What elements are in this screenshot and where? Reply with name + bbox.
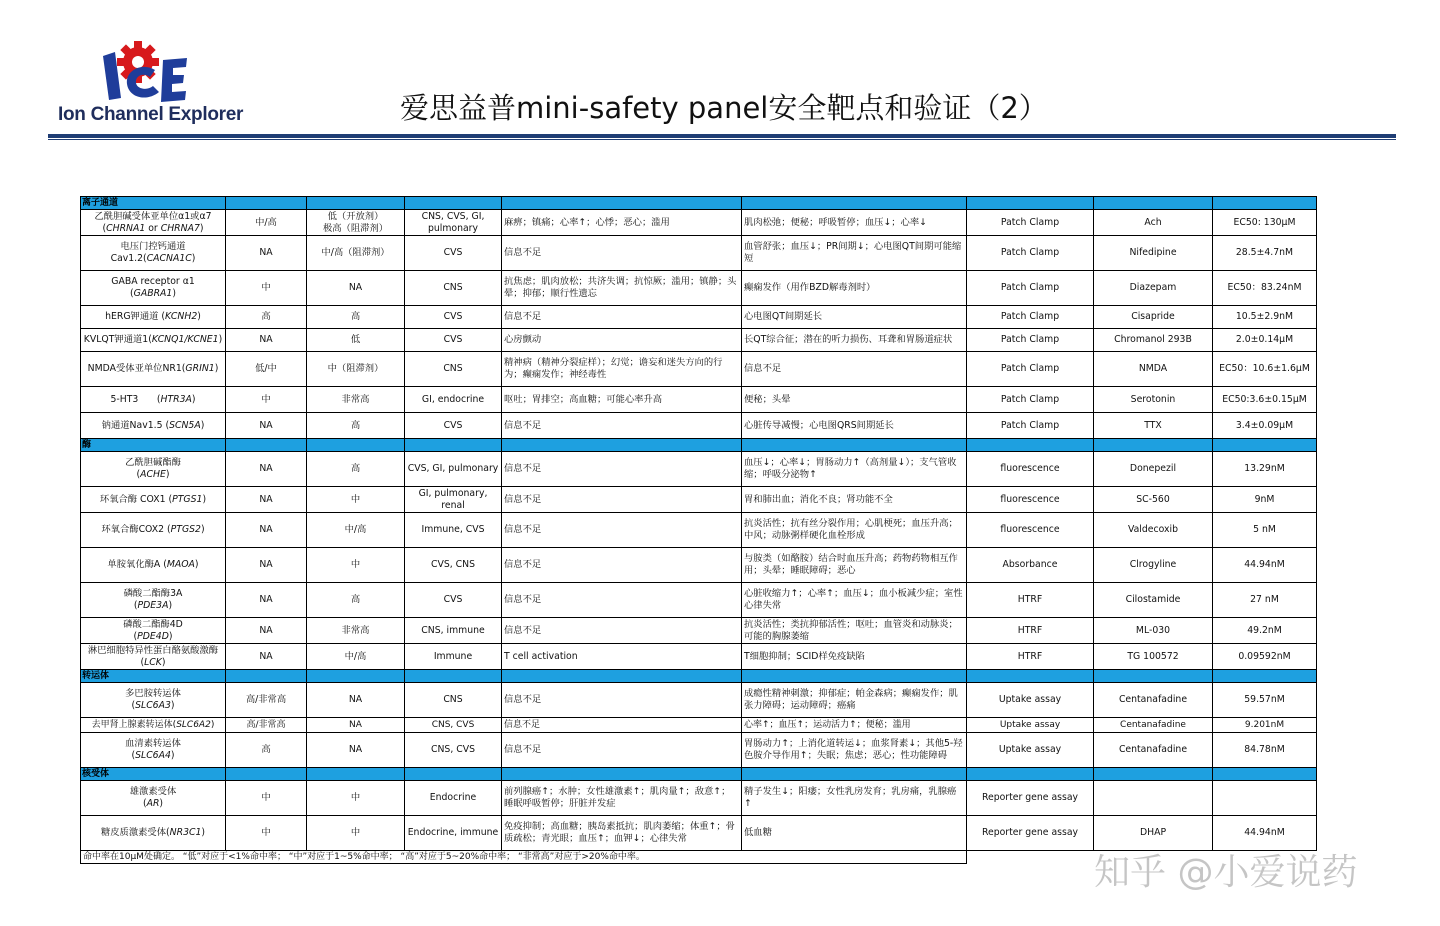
table-cell: 磷酸二酯酶3A (PDE3A): [81, 583, 226, 618]
table-cell: NA: [226, 513, 307, 548]
table-cell: 信息不足: [502, 306, 742, 329]
watermark: 知乎 @小爱说药: [1094, 852, 1358, 893]
table-cell: Cilostamide: [1094, 583, 1213, 618]
table-cell: 低血糖: [742, 816, 967, 851]
table-cell: 高/非常高: [226, 683, 307, 718]
table-cell: 中: [307, 487, 405, 513]
table-cell: 环氧合酶COX2 (PTGS2): [81, 513, 226, 548]
table-cell: Clrogyline: [1094, 548, 1213, 583]
table-cell: [967, 851, 1094, 864]
table-cell: [1094, 197, 1213, 210]
table-cell: Diazepam: [1094, 271, 1213, 306]
table-cell: 2.0±0.14μM: [1213, 329, 1317, 352]
table-cell: Ach: [1094, 210, 1213, 236]
table-cell: 中/高: [226, 210, 307, 236]
table-cell: [405, 670, 502, 683]
table-cell: [967, 768, 1094, 781]
table-cell: [742, 670, 967, 683]
table-cell: fluorescence: [967, 452, 1094, 487]
table-cell: Serotonin: [1094, 387, 1213, 413]
section-label: 核受体: [81, 768, 226, 781]
table-cell: CVS: [405, 306, 502, 329]
table-cell: EC50：83.24nM: [1213, 271, 1317, 306]
table-cell: 环氧合酶 COX1 (PTGS1): [81, 487, 226, 513]
table-cell: 中（阻滞剂）: [307, 352, 405, 387]
table-cell: 胃肠动力↑；上消化道转运↓；血浆肾素↓；其他5-羟色胺介导作用↑；失眠；焦虑；恶心；性功能障碍: [742, 733, 967, 768]
table-cell: Endocrine, immune: [405, 816, 502, 851]
table-cell: Uptake assay: [967, 733, 1094, 768]
section-label: 转运体: [81, 670, 226, 683]
table-cell: 免疫抑制；高血糖；胰岛素抵抗；肌肉萎缩；体重↑；骨质疏松；青光眼；血压↑；血钾↓；心律失常: [502, 816, 742, 851]
table-cell: Patch Clamp: [967, 387, 1094, 413]
table-cell: Uptake assay: [967, 683, 1094, 718]
table-cell: 13.29nM: [1213, 452, 1317, 487]
table-cell: 便秘；头晕: [742, 387, 967, 413]
table-row: [81, 487, 1317, 513]
table-cell: NA: [226, 413, 307, 439]
table-cell: 27 nM: [1213, 583, 1317, 618]
table-cell: 84.78nM: [1213, 733, 1317, 768]
table-cell: 中/高: [307, 644, 405, 670]
table-cell: Immune: [405, 644, 502, 670]
table-cell: 44.94nM: [1213, 816, 1317, 851]
table-row: [81, 236, 1317, 271]
table-cell: [405, 439, 502, 452]
table-cell: 低（开放剂） 极高（阻滞剂）: [307, 210, 405, 236]
page-title: 爱思益普mini-safety panel安全靶点和验证（2）: [400, 91, 1048, 125]
table-cell: 心房颤动: [502, 329, 742, 352]
table-cell: 信息不足: [502, 413, 742, 439]
table-cell: GABA receptor α1 (GABRA1): [81, 271, 226, 306]
table-cell: 中/高（阻滞剂）: [307, 236, 405, 271]
table-cell: [1213, 439, 1317, 452]
table-cell: EC50: 130μM: [1213, 210, 1317, 236]
table-cell: 糖皮质激素受体(NR3C1): [81, 816, 226, 851]
table-cell: NA: [307, 683, 405, 718]
section-row: [81, 768, 1317, 781]
table-cell: Centanafadine: [1094, 683, 1213, 718]
table-row: [81, 548, 1317, 583]
table-cell: 心电图QT间期延长: [742, 306, 967, 329]
table-cell: 淋巴细胞特异性蛋白酪氨酸激酶 (LCK): [81, 644, 226, 670]
table-cell: [1094, 670, 1213, 683]
table-cell: NA: [226, 583, 307, 618]
table-row: [81, 329, 1317, 352]
table-cell: SC-560: [1094, 487, 1213, 513]
table-cell: GI, endocrine: [405, 387, 502, 413]
table-cell: Uptake assay: [967, 718, 1094, 733]
table-cell: [307, 670, 405, 683]
table-row: [81, 452, 1317, 487]
table-cell: TG 100572: [1094, 644, 1213, 670]
table-cell: 信息不足: [502, 452, 742, 487]
table-cell: 电压门控钙通道 Cav1.2(CACNA1C): [81, 236, 226, 271]
table-cell: 信息不足: [502, 583, 742, 618]
table-cell: 精子发生↓；阳痿；女性乳房发育；乳房痛，乳腺癌↑: [742, 781, 967, 816]
table-cell: 呕吐；胃排空；高血糖；可能心率升高: [502, 387, 742, 413]
table-cell: 中: [226, 816, 307, 851]
table-cell: 高: [226, 306, 307, 329]
table-cell: 肌肉松弛；便秘；呼吸暂停；血压↓；心率↓: [742, 210, 967, 236]
table-cell: CNS, immune: [405, 618, 502, 644]
table-cell: [502, 768, 742, 781]
table-row: [81, 733, 1317, 768]
footnote: 命中率在10μM处确定。 “低”对应于<1%命中率； “中”对应于1~5%命中率； “高”对应于5~20%命中率； “非常高”对应于>20%命中率。: [81, 851, 967, 864]
table-cell: fluorescence: [967, 513, 1094, 548]
table-cell: CVS: [405, 413, 502, 439]
table-cell: [742, 197, 967, 210]
table-cell: [502, 197, 742, 210]
table-cell: Patch Clamp: [967, 210, 1094, 236]
table-cell: Patch Clamp: [967, 329, 1094, 352]
table-row: [81, 683, 1317, 718]
table-cell: 中: [307, 816, 405, 851]
table-cell: [307, 768, 405, 781]
table-cell: [307, 197, 405, 210]
table-cell: NA: [226, 548, 307, 583]
table-cell: HTRF: [967, 644, 1094, 670]
table-cell: [1213, 768, 1317, 781]
table-row: [81, 210, 1317, 236]
table-cell: 抗炎活性；抗有丝分裂作用；心肌梗死；血压升高；中风；动脉粥样硬化血栓形成: [742, 513, 967, 548]
table-cell: T cell activation: [502, 644, 742, 670]
table-cell: 低: [307, 329, 405, 352]
table-cell: CNS, CVS, GI, pulmonary: [405, 210, 502, 236]
table-cell: [226, 670, 307, 683]
table-cell: Nifedipine: [1094, 236, 1213, 271]
table-cell: Reporter gene assay: [967, 781, 1094, 816]
table-cell: NA: [307, 718, 405, 733]
table-cell: [1094, 768, 1213, 781]
table-cell: NA: [226, 487, 307, 513]
table-cell: 中: [226, 387, 307, 413]
table-cell: [1213, 197, 1317, 210]
table-cell: 心率↑；血压↑；运动活力↑；便秘；滥用: [742, 718, 967, 733]
table-row: [81, 271, 1317, 306]
table-cell: HTRF: [967, 618, 1094, 644]
table-cell: GI, pulmonary, renal: [405, 487, 502, 513]
table-cell: [967, 439, 1094, 452]
table-cell: 高/非常高: [226, 718, 307, 733]
table-cell: DHAP: [1094, 816, 1213, 851]
table-cell: 3.4±0.09μM: [1213, 413, 1317, 439]
table-row: [81, 352, 1317, 387]
table-cell: NA: [307, 271, 405, 306]
table-cell: 心脏收缩力↑；心率↑；血压↓；血小板减少症；室性心律失常: [742, 583, 967, 618]
table-cell: 雄激素受体 (AR): [81, 781, 226, 816]
table-cell: Patch Clamp: [967, 352, 1094, 387]
table-row: [81, 718, 1317, 733]
table-cell: 信息不足: [502, 548, 742, 583]
table-cell: Absorbance: [967, 548, 1094, 583]
table-cell: 低/中: [226, 352, 307, 387]
table-cell: NA: [307, 733, 405, 768]
table-cell: T细胞抑制；SCID样免疫缺陷: [742, 644, 967, 670]
table-cell: NA: [226, 452, 307, 487]
table-cell: 中: [307, 548, 405, 583]
table-cell: 10.5±2.9nM: [1213, 306, 1317, 329]
table-cell: 中/高: [307, 513, 405, 548]
table-cell: 9.201nM: [1213, 718, 1317, 733]
table-cell: [226, 197, 307, 210]
table-cell: Centanafadine: [1094, 718, 1213, 733]
table-cell: Patch Clamp: [967, 413, 1094, 439]
table-cell: 非常高: [307, 618, 405, 644]
header-rule: [48, 134, 1396, 138]
table-cell: [1213, 781, 1317, 816]
table-cell: 乙酰胆碱酯酶 (ACHE): [81, 452, 226, 487]
table-cell: Reporter gene assay: [967, 816, 1094, 851]
table-cell: 胃和肺出血；消化不良；肾功能不全: [742, 487, 967, 513]
table-cell: 信息不足: [502, 683, 742, 718]
table-cell: ML-030: [1094, 618, 1213, 644]
table-cell: 5 nM: [1213, 513, 1317, 548]
table-row: [81, 306, 1317, 329]
table-cell: Valdecoxib: [1094, 513, 1213, 548]
table-cell: [226, 768, 307, 781]
table-cell: 抗焦虑；肌肉放松；共济失调；抗惊厥；滥用；镇静；头晕；抑郁；顺行性遗忘: [502, 271, 742, 306]
table-cell: EC50：10.6±1.6μM: [1213, 352, 1317, 387]
table-cell: 血压↓；心率↓；胃肠动力↑（高剂量↓）；支气管收缩；呼吸分泌物↑: [742, 452, 967, 487]
table-cell: NA: [226, 329, 307, 352]
table-cell: [405, 197, 502, 210]
table-cell: 抗炎活性；类抗抑郁活性；呕吐；血管炎和动脉炎；可能的胸腺萎缩: [742, 618, 967, 644]
table-cell: CVS: [405, 583, 502, 618]
table-cell: 高: [307, 583, 405, 618]
table-cell: 信息不足: [502, 487, 742, 513]
table-row: [81, 618, 1317, 644]
table-cell: Patch Clamp: [967, 306, 1094, 329]
table-cell: 信息不足: [502, 236, 742, 271]
table-cell: 高: [307, 452, 405, 487]
table-cell: 5-HT3 (HTR3A): [81, 387, 226, 413]
logo-wordmark: Ion Channel Explorer: [58, 104, 244, 125]
table-cell: Endocrine: [405, 781, 502, 816]
table-cell: [502, 439, 742, 452]
table-cell: 信息不足: [502, 513, 742, 548]
section-label: 离子通道: [81, 197, 226, 210]
table-cell: fluorescence: [967, 487, 1094, 513]
table-cell: 高: [307, 413, 405, 439]
table-cell: CVS: [405, 329, 502, 352]
table-cell: 28.5±4.7nM: [1213, 236, 1317, 271]
table-cell: 钠通道Nav1.5 (SCN5A): [81, 413, 226, 439]
table-cell: CNS, CVS: [405, 733, 502, 768]
table-cell: 0.09592nM: [1213, 644, 1317, 670]
table-cell: NA: [226, 644, 307, 670]
table-cell: 与胺类（如酪胺）结合时血压升高；药物药物相互作用；头晕；睡眠障碍；恶心: [742, 548, 967, 583]
table-row: [81, 781, 1317, 816]
section-row: [81, 670, 1317, 683]
table-cell: NMDA受体亚单位NR1(GRIN1): [81, 352, 226, 387]
table-cell: 中: [307, 781, 405, 816]
safety-target-table: [80, 196, 1317, 864]
table-cell: CNS: [405, 271, 502, 306]
table-cell: 信息不足: [742, 352, 967, 387]
table-cell: 中: [226, 781, 307, 816]
table-cell: KVLQT钾通道1(KCNQ1/KCNE1): [81, 329, 226, 352]
table-cell: 血管舒张；血压↓；PR间期↓；心电图QT间期可能缩短: [742, 236, 967, 271]
header-rule-thin: [48, 139, 1396, 140]
table-cell: CVS: [405, 236, 502, 271]
table-cell: 精神病（精神分裂症样）；幻觉；谵妄和迷失方向的行为；癫痫发作；神经毒性: [502, 352, 742, 387]
table-cell: hERG钾通道 (KCNH2): [81, 306, 226, 329]
table-cell: 9nM: [1213, 487, 1317, 513]
table-cell: NA: [226, 618, 307, 644]
table-cell: 多巴胺转运体 (SLC6A3): [81, 683, 226, 718]
table-cell: Immune, CVS: [405, 513, 502, 548]
table-cell: 前列腺癌↑；水肿；女性雄激素↑；肌肉量↑；敌意↑；睡眠呼吸暂停；肝脏并发症: [502, 781, 742, 816]
table-cell: 磷酸二酯酶4D (PDE4D): [81, 618, 226, 644]
table-cell: CVS, CNS: [405, 548, 502, 583]
table-cell: HTRF: [967, 583, 1094, 618]
table-cell: Patch Clamp: [967, 236, 1094, 271]
table-cell: 信息不足: [502, 618, 742, 644]
table-cell: Centanafadine: [1094, 733, 1213, 768]
table-cell: [967, 670, 1094, 683]
table-cell: 癫痫发作（用作BZD解毒剂时）: [742, 271, 967, 306]
table-cell: 59.57nM: [1213, 683, 1317, 718]
table-cell: 心脏传导减慢；心电图QRS间期延长: [742, 413, 967, 439]
table-cell: [1094, 781, 1213, 816]
table-cell: [1213, 670, 1317, 683]
table-cell: Cisapride: [1094, 306, 1213, 329]
table-cell: CNS: [405, 352, 502, 387]
table-cell: 非常高: [307, 387, 405, 413]
table-cell: NMDA: [1094, 352, 1213, 387]
table-cell: [226, 439, 307, 452]
table-cell: CNS, CVS: [405, 718, 502, 733]
table-row: [81, 413, 1317, 439]
section-label: 酶: [81, 439, 226, 452]
table-cell: 长QT综合征；潜在的听力损伤、耳聋和胃肠道症状: [742, 329, 967, 352]
table-row: [81, 583, 1317, 618]
table-cell: [307, 439, 405, 452]
table-row: [81, 513, 1317, 548]
table-cell: [405, 768, 502, 781]
table-cell: [967, 197, 1094, 210]
table-cell: 49.2nM: [1213, 618, 1317, 644]
table-cell: [502, 670, 742, 683]
table-cell: 去甲肾上腺素转运体(SLC6A2): [81, 718, 226, 733]
section-row: [81, 439, 1317, 452]
table-cell: 高: [307, 306, 405, 329]
section-row: [81, 197, 1317, 210]
table-cell: NA: [226, 236, 307, 271]
table-cell: 信息不足: [502, 718, 742, 733]
table-cell: 中: [226, 271, 307, 306]
table-cell: 信息不足: [502, 733, 742, 768]
table-cell: EC50:3.6±0.15μM: [1213, 387, 1317, 413]
table-cell: 成瘾性精神刺激；抑郁症；帕金森病；癫痫发作；肌张力障碍；运动障碍；癌痛: [742, 683, 967, 718]
table-cell: TTX: [1094, 413, 1213, 439]
table-cell: Patch Clamp: [967, 271, 1094, 306]
table-cell: 44.94nM: [1213, 548, 1317, 583]
table-cell: 麻痹；镇痛；心率↑；心悸；恶心；滥用: [502, 210, 742, 236]
table-cell: 单胺氧化酶A (MAOA): [81, 548, 226, 583]
table-row: [81, 644, 1317, 670]
table-cell: CNS: [405, 683, 502, 718]
table-cell: 乙酰胆碱受体亚单位α1或α7 (CHRNA1 or CHRNA7): [81, 210, 226, 236]
table-row: [81, 387, 1317, 413]
table-cell: CVS, GI, pulmonary: [405, 452, 502, 487]
table-cell: Chromanol 293B: [1094, 329, 1213, 352]
table-cell: 高: [226, 733, 307, 768]
table-cell: [1094, 439, 1213, 452]
table-cell: 血清素转运体 (SLC6A4): [81, 733, 226, 768]
table-cell: [742, 439, 967, 452]
table-cell: [742, 768, 967, 781]
table-cell: Donepezil: [1094, 452, 1213, 487]
